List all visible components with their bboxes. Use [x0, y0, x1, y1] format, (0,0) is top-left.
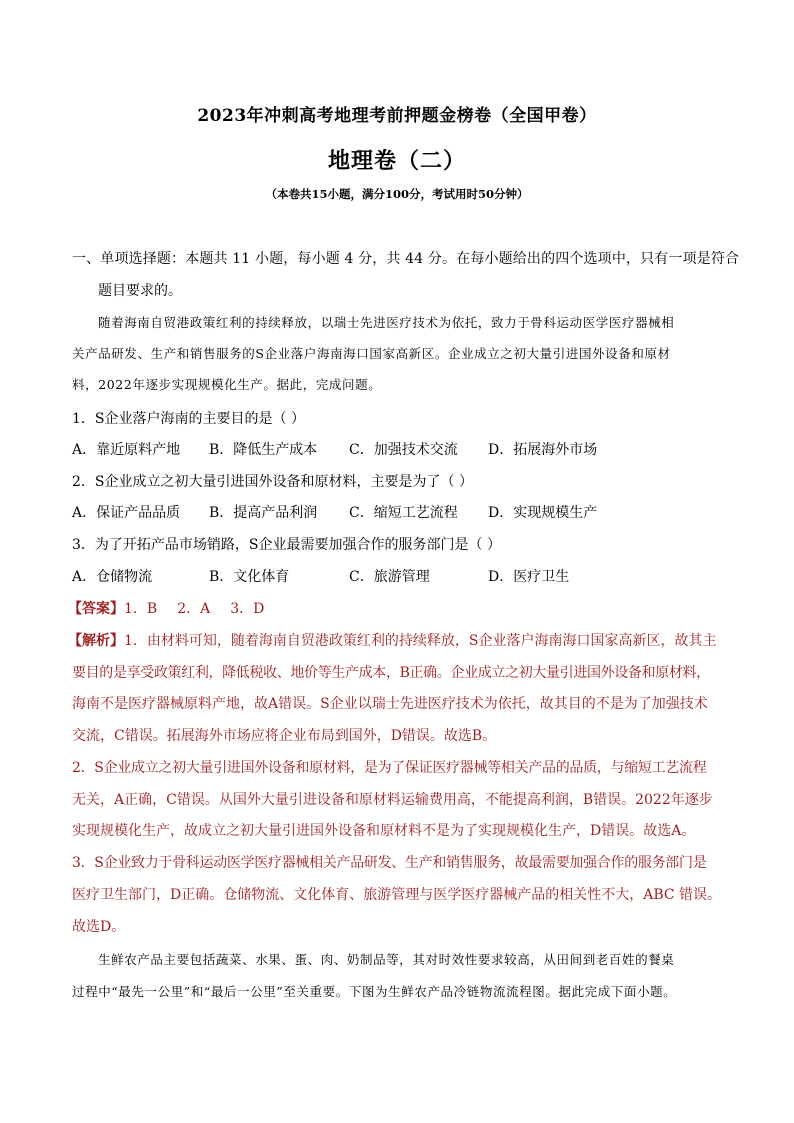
question3-option-c: C．旅游管理	[349, 569, 430, 585]
question3-option-b: B．文化体育	[209, 569, 290, 585]
question2-option-c: C．缩短工艺流程	[349, 505, 458, 521]
analysis-line2: 要目的是享受政策红利，降低税收、地价等生产成本，B正确。企业成立之初大量引进国外设备和原材料，	[72, 665, 710, 681]
question2-options	[72, 503, 597, 523]
material1-line2: 关产品研发、生产和销售服务的S企业落户海南海口国家高新区。企业成立之初大量引进国外设备和原材	[72, 346, 671, 361]
question1-options	[72, 440, 597, 460]
material2-line1: 生鲜农产品主要包括蔬菜、水果、蛋、肉、奶制品等，其对时效性要求较高，从田间到老百姓的餐桌	[98, 952, 675, 967]
analysis-line8: 3．S企业致力于骨科运动医学医疗器械相关产品研发、生产和销售服务，故最需要加强合作的服务部门是	[72, 855, 707, 871]
analysis-line6: 无关，A正确，C错误。从国外大量引进设备和原材料运输费用高，不能提高利润，B错误。2022年逐步	[72, 792, 713, 808]
question3-option-d: D．医疗卫生	[488, 569, 570, 585]
section-heading-line1: 一、单项选择题：本题共 11 小题，每小题 4 分，共 44 分。在每小题给出的四个选项中，只有一项是符合	[72, 251, 740, 267]
question3-stem: 3．为了开拓产品市场销路，S企业最需要加强合作的服务部门是（ ）	[72, 537, 501, 553]
question1-option-b: B．降低生产成本	[209, 442, 318, 458]
question3-options	[72, 567, 569, 587]
exam-note: （本卷共15小题，满分100分，考试用时50分钟）	[265, 187, 529, 201]
answer-item-1: 1．B	[124, 601, 158, 617]
analysis-line3: 海南不是医疗器械原料产地，故A错误。S企业以瑞士先进医疗技术为依托，故其目的不是为了加强技术	[72, 696, 708, 712]
question1-stem: 1．S企业落户海南的主要目的是（ ）	[72, 411, 305, 427]
analysis-line5: 2．S企业成立之初大量引进国外设备和原材料，是为了保证医疗器械等相关产品的品质，与缩短工艺流程	[72, 760, 707, 776]
section-heading-line2: 题目要求的。	[98, 283, 182, 299]
analysis-text-1: 1．由材料可知，随着海南自贸港政策红利的持续释放，S企业落户海南海口国家高新区，故其主	[124, 633, 717, 649]
material1-line3: 料，2022年逐步实现规模化生产。据此，完成问题。	[72, 377, 382, 392]
question3-option-a: A．仓储物流	[72, 569, 153, 585]
answer-item-2: 2．A	[177, 601, 211, 617]
analysis-label: 【解析】	[68, 633, 124, 649]
question1-option-a: A．靠近原料产地	[72, 442, 181, 458]
analysis-line7: 实现规模化生产，故成立之初大量引进国外设备和原材料不是为了实现规模化生产，D错误。故选A。	[72, 823, 696, 839]
question2-option-d: D．实现规模生产	[488, 505, 598, 521]
material2-line2: 过程中“最先一公里”和“最后一公里”至关重要。下图为生鲜农产品冷链物流流程图。据此完成下面小题。	[72, 984, 677, 999]
analysis-line4: 交流，C错误。拓展海外市场应将企业布局到国外，D错误。故选B。	[72, 728, 497, 744]
analysis-line10: 故选D。	[72, 919, 126, 935]
exam-subtitle: 地理卷（二）	[327, 148, 466, 174]
exam-title: 2023年冲刺高考地理考前押题金榜卷（全国甲卷）	[197, 106, 597, 126]
answer-item-3: 3．D	[230, 601, 265, 617]
answer-label: 【答案】	[68, 601, 124, 617]
question2-option-a: A．保证产品品质	[72, 505, 181, 521]
question2-stem: 2．S企业成立之初大量引进国外设备和原材料，主要是为了（ ）	[72, 474, 473, 490]
question1-option-c: C．加强技术交流	[349, 442, 458, 458]
answer-line	[68, 599, 284, 619]
material1-line1: 随着海南自贸港政策红利的持续释放，以瑞士先进医疗技术为依托，致力于骨科运动医学医疗器械相	[98, 315, 675, 330]
question2-option-b: B．提高产品利润	[209, 505, 318, 521]
question1-option-d: D．拓展海外市场	[488, 442, 598, 458]
analysis-line9: 医疗卫生部门，D正确。仓储物流、文化体育、旅游管理与医学医疗器械产品的相关性不大，ABC 错误。	[72, 887, 722, 903]
analysis-line1	[68, 631, 717, 651]
